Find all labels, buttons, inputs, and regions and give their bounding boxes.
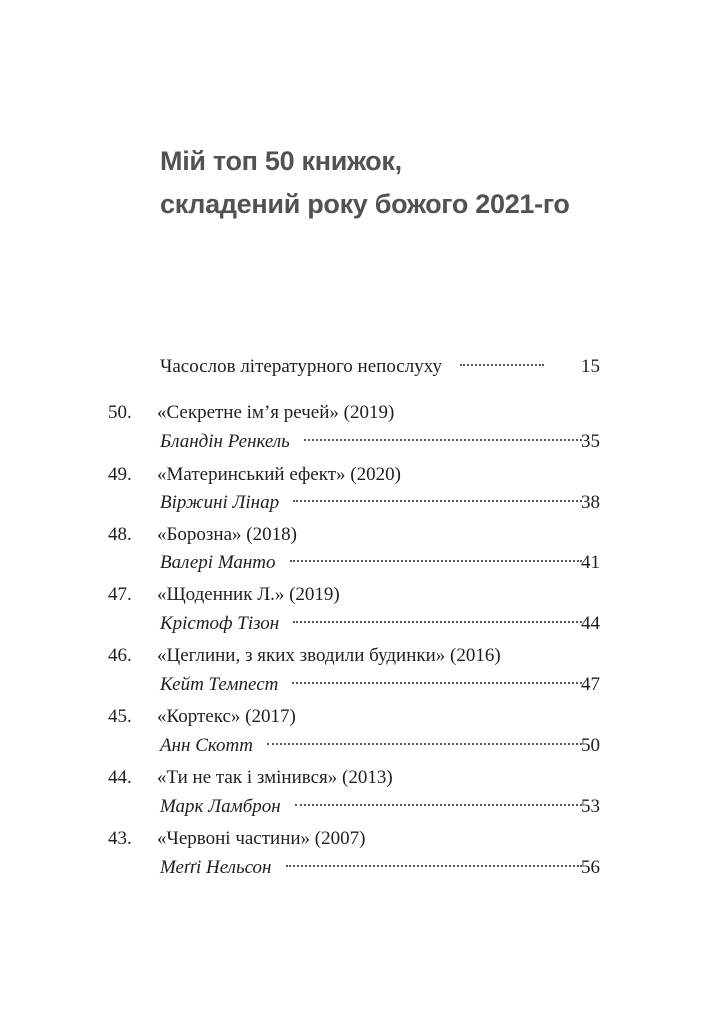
entry-page: 47 bbox=[581, 674, 600, 695]
toc-entry-title-row[interactable] bbox=[0, 398, 724, 428]
entry-number: 50. bbox=[108, 402, 132, 423]
entry-page: 38 bbox=[581, 492, 600, 513]
toc-entry-title-row[interactable] bbox=[0, 580, 724, 610]
entry-book-title: «Ти не так і змінився» (2013) bbox=[157, 767, 393, 788]
dot-leader bbox=[295, 804, 582, 806]
toc-intro-label: Часослов літературного непослуху bbox=[160, 356, 442, 377]
entry-author: Меґґі Нельсон bbox=[160, 857, 272, 878]
entry-book-title: «Червоні частини» (2007) bbox=[157, 828, 366, 849]
entry-number: 47. bbox=[108, 584, 132, 605]
entry-author: Крістоф Тізон bbox=[160, 613, 280, 634]
toc-intro-row[interactable] bbox=[0, 352, 724, 382]
toc-entry-author-row[interactable] bbox=[0, 488, 724, 518]
entry-page: 44 bbox=[581, 613, 600, 634]
title-line-1: Мій топ 50 книжок, bbox=[160, 146, 402, 176]
toc-entry-author-row[interactable] bbox=[0, 609, 724, 639]
entry-number: 46. bbox=[108, 645, 132, 666]
dot-leader bbox=[293, 500, 582, 502]
title-line-2: складений року божого 2021-го bbox=[160, 189, 570, 219]
dot-leader bbox=[286, 865, 583, 867]
entry-author: Анн Скотт bbox=[160, 735, 253, 756]
entry-number: 45. bbox=[108, 706, 132, 727]
entry-number: 43. bbox=[108, 828, 132, 849]
toc-entry-title-row[interactable] bbox=[0, 702, 724, 732]
entry-page: 35 bbox=[581, 431, 600, 452]
dot-leader bbox=[267, 743, 582, 745]
toc-entry-title-row[interactable] bbox=[0, 460, 724, 490]
toc-entry-author-row[interactable] bbox=[0, 548, 724, 578]
toc-entry-author-row[interactable] bbox=[0, 670, 724, 700]
entry-page: 56 bbox=[581, 857, 600, 878]
entry-author: Кейт Темпест bbox=[160, 674, 279, 695]
entry-book-title: «Секретне ім’я речей» (2019) bbox=[157, 402, 395, 423]
toc-entry-title-row[interactable] bbox=[0, 641, 724, 671]
entry-page: 50 bbox=[581, 735, 600, 756]
toc-entry-title-row[interactable] bbox=[0, 824, 724, 854]
entry-author: Віржині Лінар bbox=[160, 492, 280, 513]
entry-number: 44. bbox=[108, 767, 132, 788]
toc-entry-author-row[interactable] bbox=[0, 792, 724, 822]
page-title bbox=[160, 140, 680, 226]
entry-book-title: «Щоденник Л.» (2019) bbox=[157, 584, 340, 605]
entry-book-title: «Цеглини, з яких зводили будинки» (2016) bbox=[157, 645, 501, 666]
toc-entry-title-row[interactable] bbox=[0, 520, 724, 550]
toc-entry-author-row[interactable] bbox=[0, 853, 724, 883]
toc-entry-title-row[interactable] bbox=[0, 763, 724, 793]
dot-leader bbox=[460, 364, 544, 366]
dot-leader bbox=[292, 682, 582, 684]
entry-page: 41 bbox=[581, 552, 600, 573]
entry-author: Бландін Ренкель bbox=[160, 431, 290, 452]
toc-entry-author-row[interactable] bbox=[0, 731, 724, 761]
entry-book-title: «Кортекс» (2017) bbox=[157, 706, 296, 727]
entry-book-title: «Материнський ефект» (2020) bbox=[157, 464, 401, 485]
dot-leader bbox=[293, 621, 582, 623]
toc-entry-author-row[interactable] bbox=[0, 427, 724, 457]
entry-book-title: «Борозна» (2018) bbox=[157, 524, 297, 545]
dot-leader bbox=[290, 560, 582, 562]
entry-author: Валері Манто bbox=[160, 552, 276, 573]
toc-intro-page: 15 bbox=[581, 356, 600, 377]
entry-number: 48. bbox=[108, 524, 132, 545]
dot-leader bbox=[304, 439, 582, 441]
entry-number: 49. bbox=[108, 464, 132, 485]
entry-page: 53 bbox=[581, 796, 600, 817]
entry-author: Марк Ламброн bbox=[160, 796, 281, 817]
